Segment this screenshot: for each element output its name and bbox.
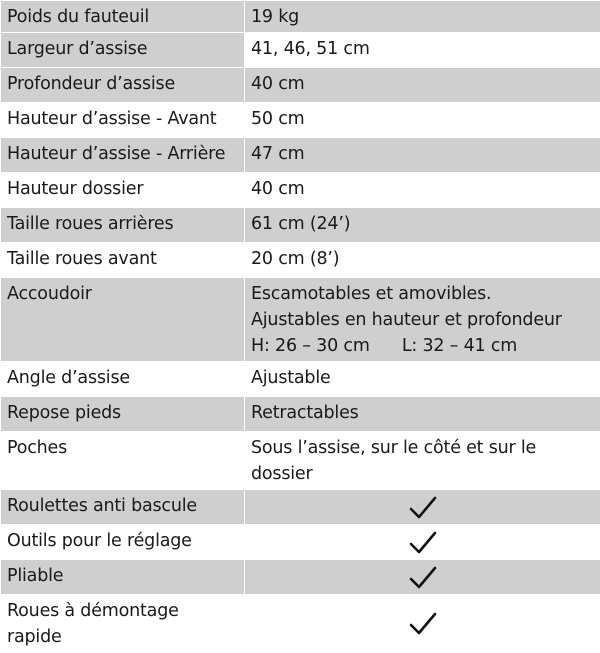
table-row — [1, 595, 600, 653]
table-row — [1, 525, 600, 560]
table-row — [1, 560, 600, 595]
spec-value: 47 cm — [245, 138, 600, 173]
spec-label: Accoudoir — [1, 278, 245, 362]
spec-value: 20 cm (8’) — [245, 243, 600, 278]
checkmark-icon — [409, 612, 437, 636]
spec-value-line: Sous l’assise, sur le côté et sur le — [251, 435, 594, 461]
spec-label: Largeur d’assise — [1, 33, 245, 68]
spec-label: Profondeur d’assise — [1, 68, 245, 103]
spec-value — [245, 432, 600, 490]
table-row — [1, 208, 600, 243]
spec-value: 19 kg — [245, 1, 600, 33]
spec-value: 40 cm — [245, 68, 600, 103]
table-row — [1, 173, 600, 208]
spec-value — [245, 560, 600, 595]
spec-value-line: H: 26 – 30 cm L: 32 – 41 cm — [251, 333, 594, 359]
checkmark-icon — [409, 496, 437, 520]
table-row — [1, 103, 600, 138]
spec-label: Hauteur d’assise - Arrière — [1, 138, 245, 173]
table-row — [1, 490, 600, 525]
table-row — [1, 33, 600, 68]
spec-value — [245, 490, 600, 525]
spec-label: Taille roues avant — [1, 243, 245, 278]
spec-value-line: dossier — [251, 461, 594, 487]
checkmark-icon — [409, 566, 437, 590]
spec-label: Hauteur d’assise - Avant — [1, 103, 245, 138]
table-row — [1, 397, 600, 432]
spec-value — [245, 525, 600, 560]
spec-label: Poches — [1, 432, 245, 490]
spec-label: Repose pieds — [1, 397, 245, 432]
spec-label: Angle d’assise — [1, 362, 245, 397]
table-row — [1, 243, 600, 278]
spec-value — [245, 278, 600, 362]
table-row — [1, 278, 600, 362]
spec-label: Poids du fauteuil — [1, 1, 245, 33]
spec-value-line: Ajustables en hauteur et profondeur — [251, 307, 594, 333]
spec-value-line: Escamotables et amovibles. — [251, 281, 594, 307]
table-row — [1, 362, 600, 397]
spec-label: Roulettes anti bascule — [1, 490, 245, 525]
spec-label: Pliable — [1, 560, 245, 595]
spec-label: Hauteur dossier — [1, 173, 245, 208]
spec-value: Retractables — [245, 397, 600, 432]
spec-value: 40 cm — [245, 173, 600, 208]
table-row — [1, 432, 600, 490]
spec-value — [245, 595, 600, 653]
spec-value: 61 cm (24’) — [245, 208, 600, 243]
spec-value: 50 cm — [245, 103, 600, 138]
spec-value: Ajustable — [245, 362, 600, 397]
table-row — [1, 68, 600, 103]
spec-value: 41, 46, 51 cm — [245, 33, 600, 68]
spec-label: Roues à démontage rapide — [1, 595, 245, 653]
spec-label: Taille roues arrières — [1, 208, 245, 243]
table-row — [1, 1, 600, 33]
table-row — [1, 138, 600, 173]
spec-label: Outils pour le réglage — [1, 525, 245, 560]
checkmark-icon — [409, 531, 437, 555]
